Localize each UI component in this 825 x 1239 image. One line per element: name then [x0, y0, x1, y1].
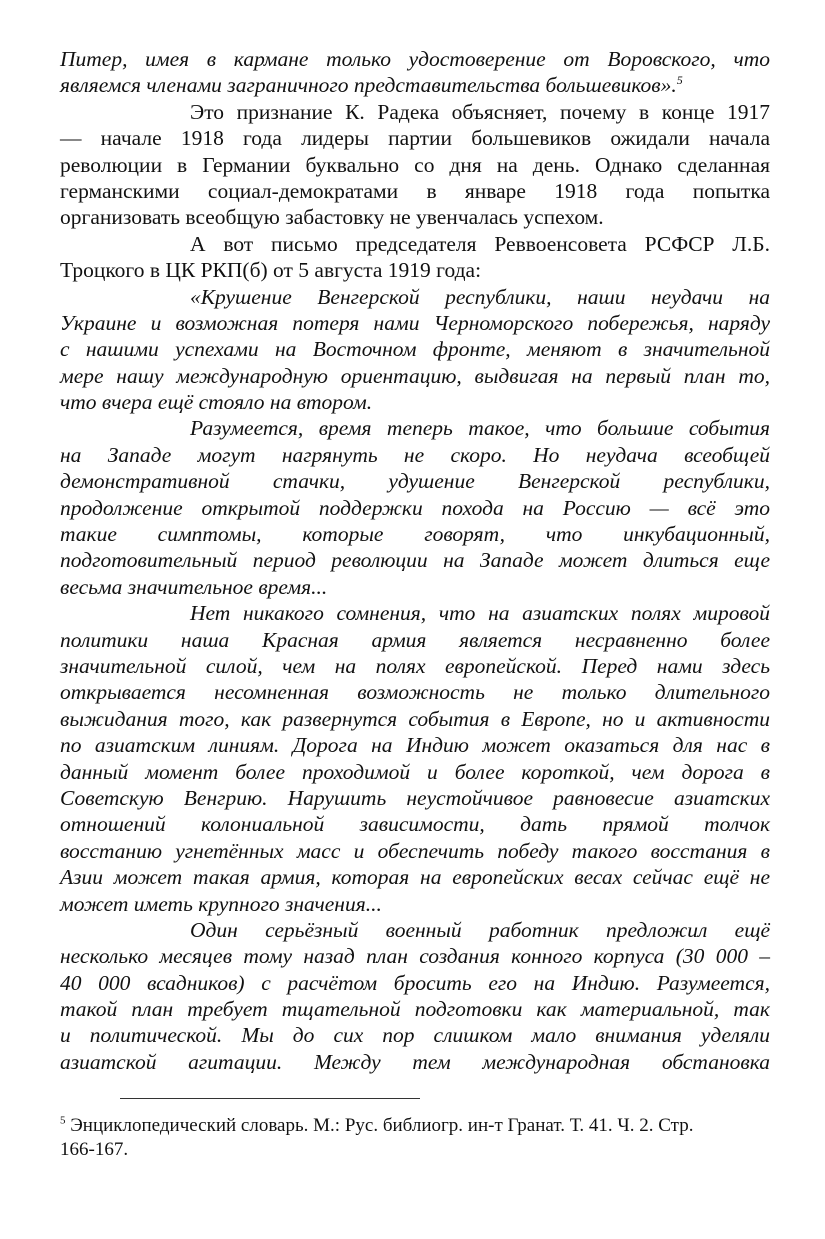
text-line: [60, 943, 770, 969]
text-line: [60, 72, 770, 98]
text-line: [60, 785, 770, 811]
text-line-content: подготовительный период революции на Западе может длиться еще: [60, 548, 770, 573]
text-line: [60, 204, 770, 230]
text-line-content: и политической. Мы до сих пор слишком мало внимания уделяли: [60, 1023, 770, 1048]
text-line-content: Украине и возможная потеря нами Черноморского побережья, наряду: [60, 310, 770, 335]
text-line: [60, 759, 770, 785]
text-line-content: выжидания того, как развернутся события в Европе, но и активности: [60, 706, 770, 731]
text-line: [60, 811, 770, 837]
text-line-content: азиатской агитации. Между тем международная обстановка: [60, 1049, 770, 1074]
text-line-content: открывается несомненная возможность не только длительного: [60, 680, 770, 705]
text-line-content: Питер, имея в кармане только удостоверение от Воровского, что: [60, 47, 770, 71]
text-line: [60, 442, 770, 468]
text-line-content: Троцкого в ЦК РКП(б) от 5 августа 1919 года:: [60, 258, 482, 283]
text-line-content: являемся членами заграничного представительства большевиков».: [60, 73, 677, 98]
text-line-content: организовать всеобщую забастовку не увенчалась успехом.: [60, 205, 604, 230]
text-line-content: Разумеется, время теперь такое, что большие события: [190, 416, 770, 441]
text-line: [60, 152, 770, 178]
text-line: [60, 125, 770, 151]
text-line-content: «Крушение Венгерской республики, наши неудачи на: [190, 284, 770, 309]
footnote: [60, 1114, 770, 1162]
text-line-content: данный момент более проходимой и более короткой, чем дорога в: [60, 759, 770, 784]
text-line-content: Советскую Венгрию. Нарушить неустойчивое равновесие азиатских: [60, 785, 770, 810]
text-line-content: на Западе могут нагрянуть не скоро. Но неудача всеобщей: [60, 442, 770, 467]
text-line: [60, 1022, 770, 1048]
text-line: [60, 415, 770, 441]
text-line: [60, 231, 770, 257]
text-line: [60, 970, 770, 996]
text-line-content: такие симптомы, которые говорят, что инкубационный,: [60, 522, 770, 547]
text-line-content: А вот письмо председателя Реввоенсовета РСФСР Л.Б.: [190, 231, 770, 256]
text-line-content: — начале 1918 года лидеры партии большевиков ожидали начала: [60, 126, 770, 151]
text-line: [60, 468, 770, 494]
text-line-content: несколько месяцев тому назад план создания конного корпуса (30 000 –: [60, 944, 770, 969]
text-line-content: демонстративной стачки, удушение Венгерской республики,: [60, 469, 770, 494]
text-line: [60, 574, 770, 600]
text-line: [60, 521, 770, 547]
text-line: [60, 996, 770, 1022]
footnote-number: 5: [60, 1114, 66, 1127]
text-line: [60, 864, 770, 890]
text-line: [60, 495, 770, 521]
text-line: [60, 99, 770, 125]
text-line-content: германскими социал-демократами в январе 1918 года попытка: [60, 178, 770, 203]
text-line: [60, 178, 770, 204]
text-line-content: Один серьёзный военный работник предложил ещё: [190, 917, 770, 942]
footnote-line: [60, 1138, 770, 1162]
text-line: [60, 336, 770, 362]
text-line: [60, 917, 770, 943]
text-line-content: Это признание К. Радека объясняет, почему в конце 1917: [190, 99, 770, 124]
text-line-content: с нашими успехами на Восточном фронте, меняют в значительной: [60, 337, 770, 362]
text-line: [60, 706, 770, 732]
text-line-content: отношений колониальной зависимости, дать прямой толчок: [60, 812, 770, 837]
text-line-content: такой план требует тщательной подготовки как материальной, так: [60, 997, 770, 1022]
text-line-content: Нет никакого сомнения, что на азиатских полях мировой: [190, 601, 770, 626]
text-line-content: 40 000 всадников) с расчётом бросить его на Индию. Разумеется,: [60, 970, 770, 995]
text-line: [60, 838, 770, 864]
footnote-reference: 5: [676, 73, 683, 88]
text-line: [60, 891, 770, 917]
text-line-content: политики наша Красная армия является несравненно более: [60, 627, 770, 652]
text-line: [60, 1049, 770, 1075]
text-line-content: значительной силой, чем на полях европейской. Перед нами здесь: [60, 653, 770, 678]
text-line: [60, 547, 770, 573]
page-body: [60, 46, 770, 1075]
text-line: [60, 732, 770, 758]
text-line: [60, 653, 770, 679]
text-line-content: мере нашу международную ориентацию, выдвигая на первый план то,: [60, 363, 770, 388]
text-line: [60, 310, 770, 336]
text-line: [60, 363, 770, 389]
text-line-content: продолжение открытой поддержки похода на Россию — всё это: [60, 495, 770, 520]
text-line: [60, 257, 770, 283]
footnote-line: [60, 1114, 770, 1138]
text-line: [60, 284, 770, 310]
text-line-content: революции в Германии буквально со дня на день. Однако сделанная: [60, 152, 770, 177]
text-line-content: по азиатским линиям. Дорога на Индию может оказаться для нас в: [60, 733, 770, 758]
footnote-text-continued: 166-167.: [60, 1139, 129, 1160]
text-line-content: весьма значительное время...: [60, 574, 328, 599]
footnote-text: Энциклопедический словарь. М.: Рус. библиогр. ин-т Гранат. Т. 41. Ч. 2. Стр.: [70, 1115, 694, 1136]
text-line: [60, 46, 770, 72]
text-line: [60, 679, 770, 705]
text-line: [60, 389, 770, 415]
text-line-content: восстанию угнетённых масс и обеспечить победу такого восстания в: [60, 838, 770, 863]
text-line-content: что вчера ещё стояло на втором.: [60, 390, 373, 415]
text-line: [60, 600, 770, 626]
text-line-content: может иметь крупного значения...: [60, 891, 382, 916]
text-line-content: Азии может такая армия, которая на европейских весах сейчас ещё не: [60, 865, 770, 890]
footnote-separator: [120, 1098, 420, 1099]
text-line: [60, 627, 770, 653]
